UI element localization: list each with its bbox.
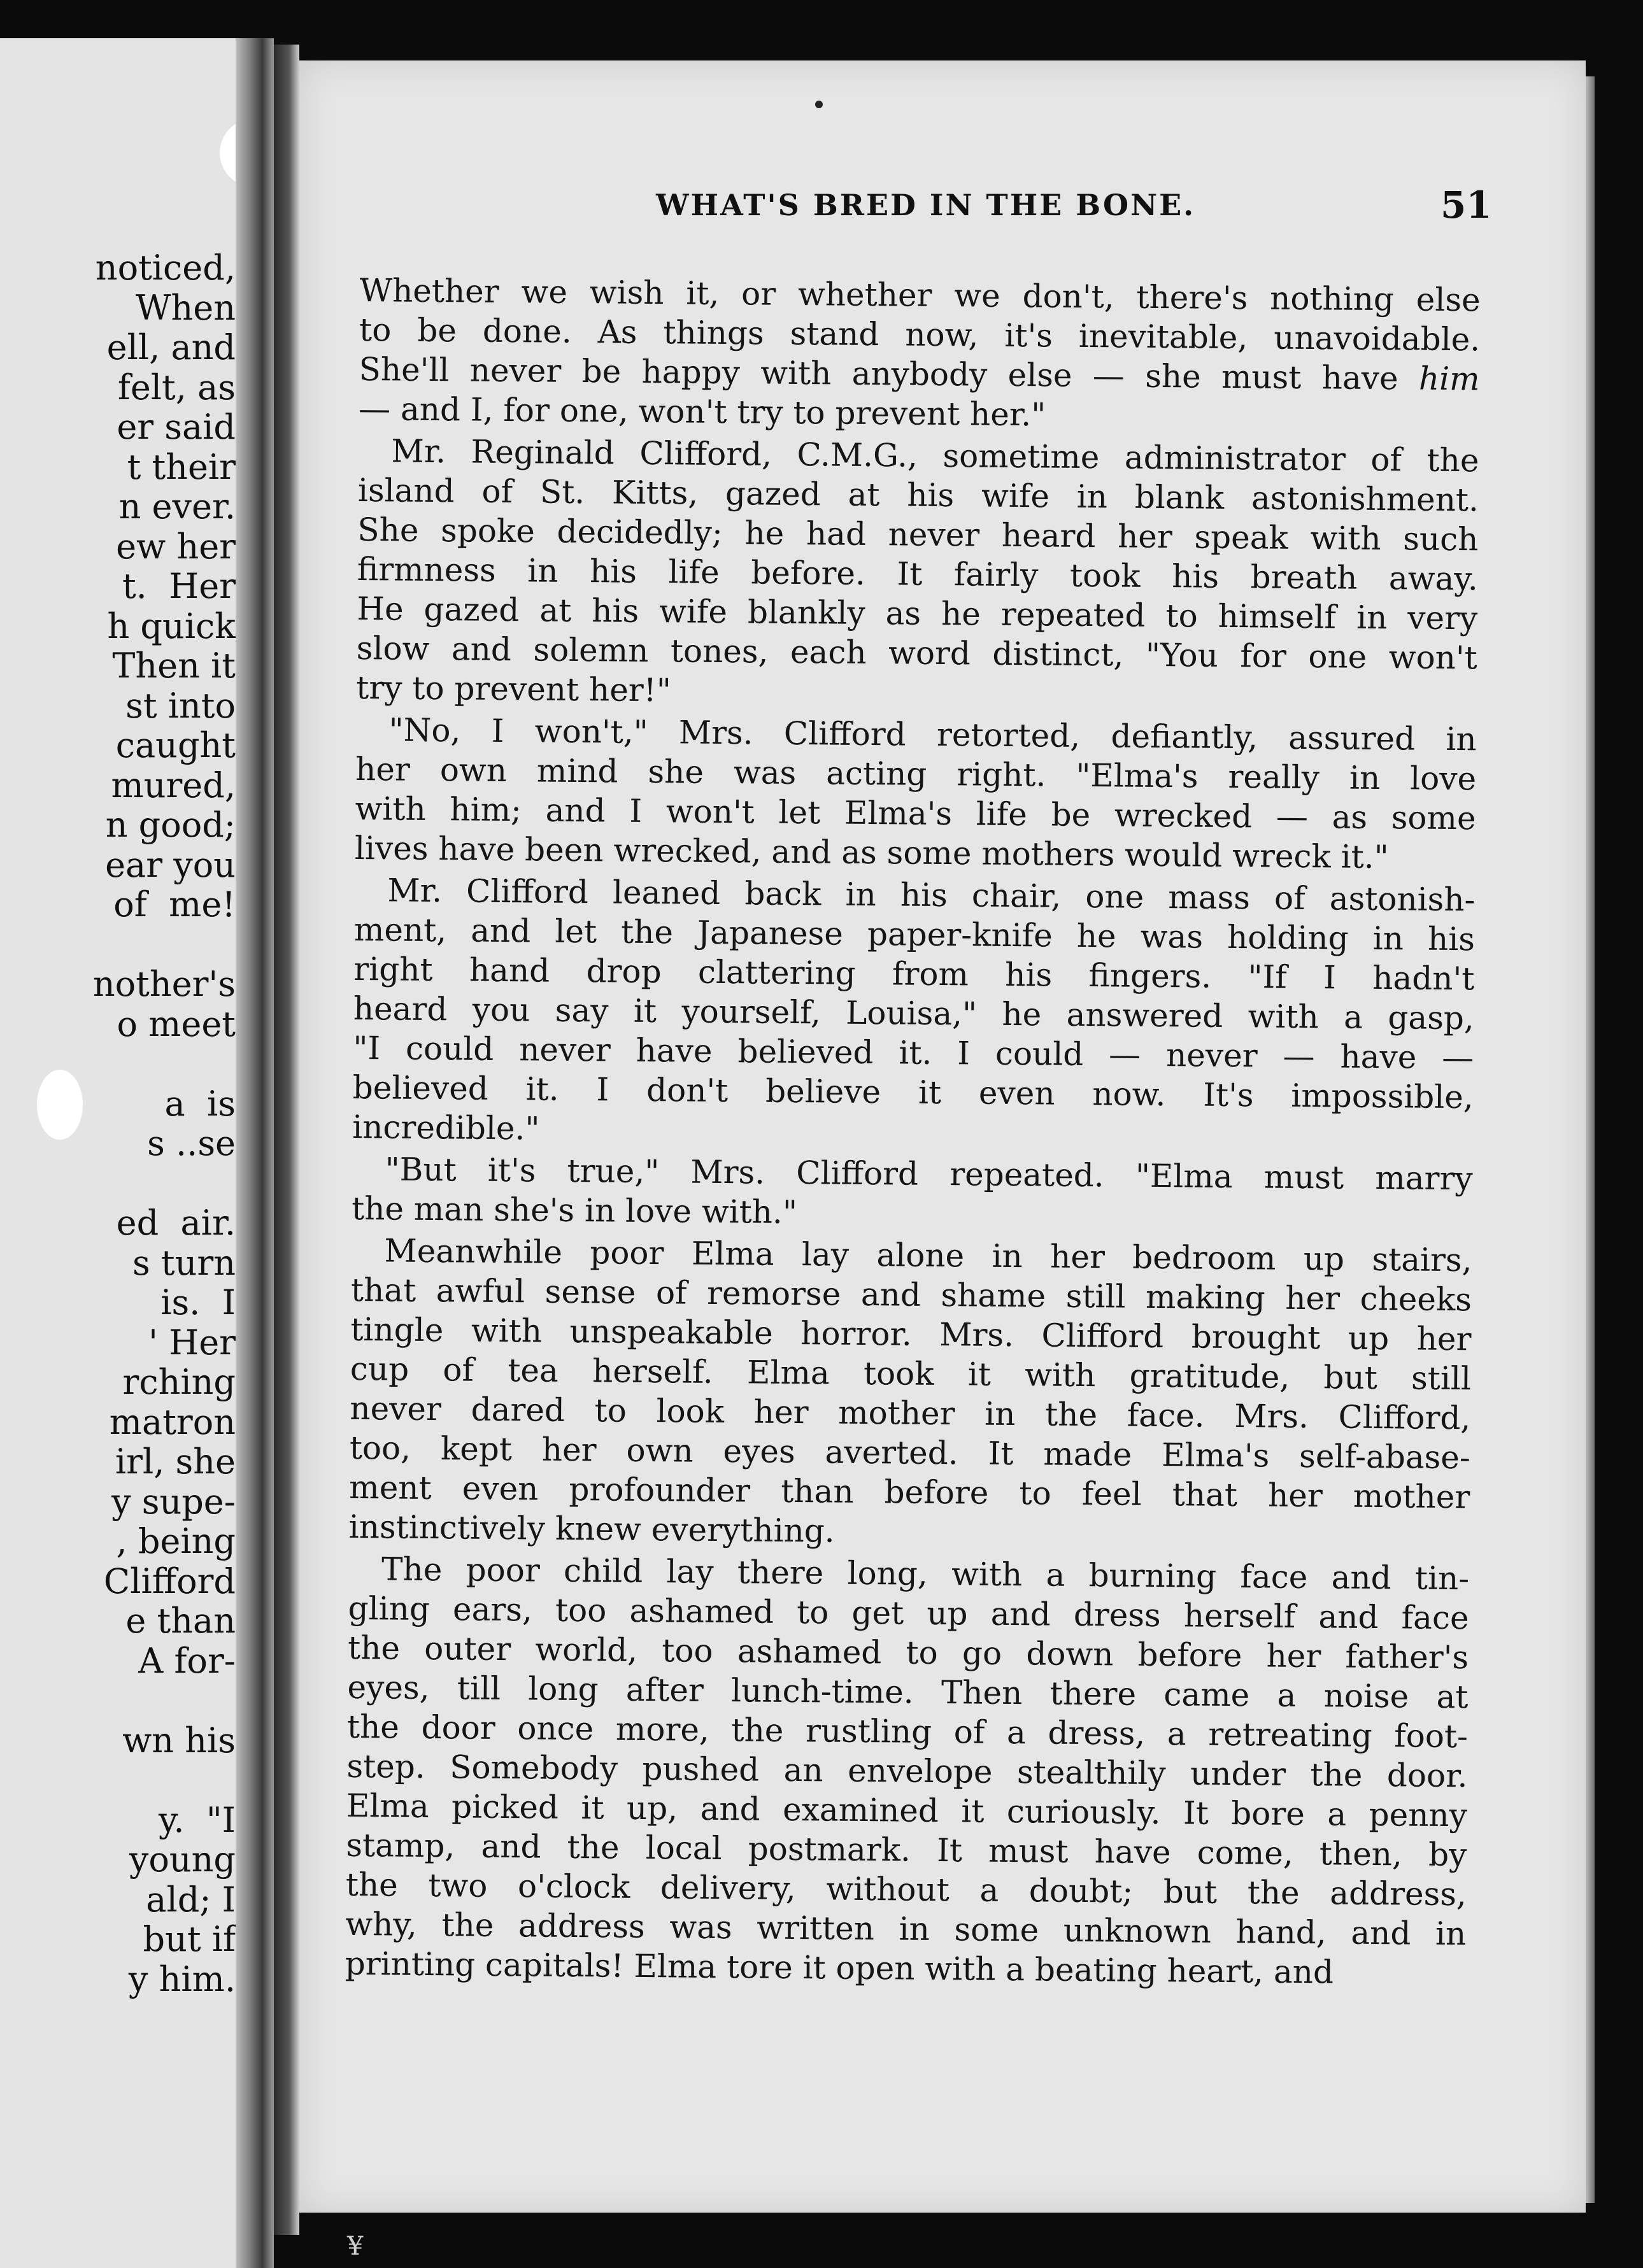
text-line: "No, I won't," Mrs. Clifford retorted, defiantly, assured in [388, 711, 1477, 758]
left-page-line: o meet [117, 1003, 236, 1044]
left-page-line: , being [116, 1521, 236, 1561]
left-page-line [0, 925, 236, 965]
text-line: heard you say it yourself, Louisa," he answered with a gasp, [353, 989, 1475, 1037]
left-page-line: caught [115, 725, 236, 765]
text-line: ment even profounder than before to feel that her mother [349, 1468, 1470, 1516]
text-line: step. Somebody pushed an envelope stealthily under the door. [346, 1747, 1468, 1795]
left-page-line [0, 1044, 236, 1084]
text-line: cup of tea herself. Elma took it with gratitude, but still [350, 1350, 1472, 1398]
text-line: right hand drop clattering from his fingers. "If I hadn't [353, 950, 1475, 998]
text-line: slow and solemn tones, each word distinct, "You for one won't [356, 629, 1478, 677]
text-line: the door once more, the rustling of a dress, a retreating foot- [346, 1708, 1469, 1755]
left-page-line: rching [122, 1362, 236, 1402]
left-page-line: t their [127, 446, 236, 487]
left-page-line: wn his [122, 1720, 236, 1761]
left-page-line: t. Her [122, 566, 236, 606]
left-page-line: noticed, [95, 248, 236, 288]
left-page-line: Then it [112, 646, 236, 686]
left-page-line: st into [125, 685, 236, 726]
text-line: firmness in his life before. It fairly took his breath away. [357, 550, 1479, 598]
text-line: The poor child lay there long, with a burning face and tin- [381, 1550, 1470, 1598]
left-page-line: of me! [113, 884, 236, 925]
emphasis: him [1418, 360, 1480, 398]
text-line: instinctively knew everything. [348, 1508, 835, 1550]
left-page-line: er said [117, 407, 236, 447]
text-line: with him; and I won't let Elma's life be wrecked — as some [355, 790, 1476, 837]
text-line: He gazed at his wife blankly as he repeated to himself in very [357, 590, 1478, 637]
left-page-line: felt, as [117, 367, 236, 408]
paper-blemish [37, 1070, 83, 1140]
text-line: island of St. Kitts, gazed at his wife in blank astonishment. [357, 471, 1479, 519]
text-line: incredible." [352, 1108, 540, 1147]
left-page-line: ear you [105, 844, 236, 885]
text-line: ment, and let the Japanese paper-knife he was holding in his [353, 911, 1476, 958]
text-line: try to prevent her!" [356, 669, 672, 709]
running-head: WHAT'S BRED IN THE BONE. [656, 188, 1196, 222]
text-line: gling ears, too ashamed to get up and dress herself and face [348, 1589, 1469, 1637]
left-page-line: but if [143, 1919, 236, 1959]
text-line: Whether we wish it, or whether we don't, there's nothing else [359, 271, 1481, 319]
left-page-line: y. "I [159, 1799, 236, 1840]
book-spine-shadow [274, 45, 299, 2235]
ink-speck [815, 101, 823, 108]
left-page-line: y him. [128, 1959, 236, 1999]
left-page-line: ald; I [146, 1879, 236, 1920]
left-page-line: matron [109, 1401, 236, 1442]
text-line: that awful sense of remorse and shame still making her cheeks [350, 1271, 1472, 1319]
left-page-line: irl, she [115, 1442, 236, 1482]
text-line: never dared to look her mother in the face. Mrs. Clifford, [350, 1389, 1471, 1437]
text-line: the outer world, too ashamed to go down before her father's [347, 1629, 1469, 1676]
left-page-line: y supe- [111, 1481, 236, 1522]
left-page-line [0, 1164, 236, 1204]
page-number: 51 [1440, 183, 1492, 227]
bottom-mark: ¥ [347, 2232, 364, 2261]
text-line: She spoke decidedly; he had never heard her speak with such [357, 511, 1479, 558]
left-page-line: n good; [105, 805, 236, 845]
left-page-line: nother's [92, 964, 236, 1004]
left-page-line: is. I [160, 1282, 236, 1322]
book-gutter [236, 38, 274, 2268]
left-page-line: e than [125, 1601, 236, 1641]
left-page-line: ed air. [116, 1203, 236, 1243]
text-line: She'll never be happy with anybody else — she must have him [359, 350, 1480, 398]
left-page-line: s turn [132, 1242, 236, 1283]
left-page-line: mured, [111, 765, 236, 805]
body-text [345, 271, 1481, 1993]
left-page-text-fragments [0, 248, 236, 1999]
left-page-line: Clifford [103, 1561, 236, 1601]
left-page-line [0, 1681, 236, 1721]
text-line: lives have been wrecked, and as some mothers would wreck it." [354, 829, 1389, 876]
text-line: to be done. As things stand now, it's inevitable, unavoidable. [359, 311, 1481, 358]
text-line: believed it. I don't believe it even now. It's impossible, [352, 1068, 1474, 1116]
text-line: why, the address was written in some unknown hand, and in [345, 1905, 1467, 1953]
text-line: Mr. Clifford leaned back in his chair, one mass of astonish- [387, 872, 1476, 919]
left-page-line: s ..se [147, 1123, 236, 1163]
page-edge-shadow [1586, 76, 1595, 2203]
text-line: the two o'clock delivery, without a doubt; but the address, [345, 1866, 1467, 1913]
text-line: tingle with unspeakable horror. Mrs. Clifford brought up her [350, 1310, 1472, 1358]
left-page-line: A for- [138, 1640, 236, 1681]
text-line: too, kept her own eyes averted. It made Elma's self-abase- [349, 1429, 1471, 1477]
text-line: stamp, and the local postmark. It must have come, then, by [346, 1826, 1467, 1874]
left-page-line: When [135, 287, 236, 328]
text-line: Meanwhile poor Elma lay alone in her bedroom up stairs, [384, 1232, 1472, 1279]
text-line: "But it's true," Mrs. Clifford repeated. "Elma must marry [385, 1151, 1473, 1198]
left-page-line: n ever. [118, 486, 236, 527]
left-page-line: young [129, 1839, 236, 1880]
text-line: printing capitals! Elma tore it open with a beating heart, and [345, 1945, 1334, 1991]
left-page-line [0, 1761, 236, 1801]
text-line: Mr. Reginald Clifford, C.M.G., sometime administrator of the [391, 432, 1479, 479]
text-line: — and I, for one, won't try to prevent her." [358, 390, 1046, 434]
text-line: "I could never have believed it. I could — never — have — [353, 1029, 1474, 1077]
left-page-line: a is [164, 1083, 236, 1124]
text-line: her own mind she was acting right. "Elma's really in love [355, 750, 1477, 798]
left-page-line: ' Her [148, 1322, 236, 1363]
left-facing-page [0, 38, 242, 2268]
left-page-line: ew her [116, 526, 236, 567]
left-page-line: ell, and [106, 327, 236, 367]
left-page-line: h quick [107, 606, 236, 646]
text-line: Elma picked it up, and examined it curiously. It bore a penny [346, 1787, 1468, 1834]
text-line: eyes, till long after lunch-time. Then there came a noise at [347, 1668, 1469, 1716]
text-line: the man she's in love with." [351, 1189, 798, 1231]
